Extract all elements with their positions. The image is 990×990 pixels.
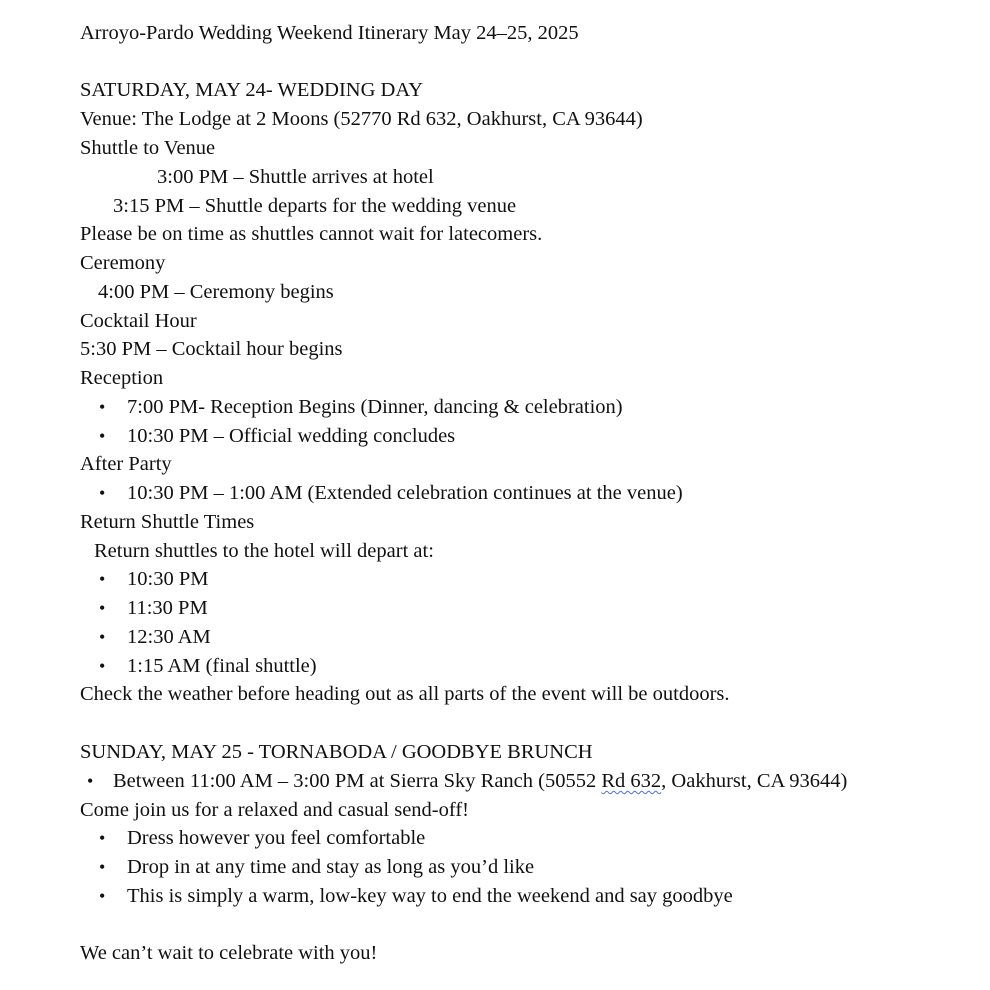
list-item: 7:00 PM- Reception Begins (Dinner, dancing & celebration) (127, 396, 623, 418)
venue-line: Venue: The Lodge at 2 Moons (52770 Rd 632, Oakhurst, CA 93644) (80, 108, 643, 130)
cocktail-heading: Cocktail Hour (80, 310, 197, 332)
bullet-icon (99, 393, 113, 422)
bullet-icon (99, 882, 113, 911)
ceremony-heading: Ceremony (80, 252, 166, 274)
brunch-prefix: Between 11:00 AM – 3:00 PM at Sierra Sky Ranch (50552 (113, 770, 602, 792)
after-party-heading: After Party (80, 453, 172, 475)
bullet-icon (99, 623, 113, 652)
bullet-icon (99, 824, 113, 853)
bullet-icon (87, 767, 101, 796)
sunday-heading: SUNDAY, MAY 25 - TORNABODA / GOODBYE BRUNCH (80, 741, 593, 763)
bullet-icon (99, 479, 113, 508)
reception-heading: Reception (80, 367, 164, 389)
return-shuttle-heading: Return Shuttle Times (80, 511, 255, 533)
bullet-icon (99, 422, 113, 451)
list-item: Drop in at any time and stay as long as you’d like (127, 856, 535, 878)
saturday-heading: SATURDAY, MAY 24- WEDDING DAY (80, 79, 424, 101)
list-item: Dress however you feel comfortable (127, 827, 426, 849)
list-item: 1:15 AM (final shuttle) (127, 655, 317, 677)
return-shuttle-intro: Return shuttles to the hotel will depart at: (94, 540, 434, 562)
bullet-icon (99, 652, 113, 681)
join-note: Come join us for a relaxed and casual send-off! (80, 799, 469, 821)
shuttle-departs-line: 3:15 PM – Shuttle departs for the wedding venue (113, 195, 517, 217)
bullet-icon (99, 565, 113, 594)
list-item: 12:30 AM (127, 626, 211, 648)
list-item: 11:30 PM (127, 597, 208, 619)
closing-line: We can’t wait to celebrate with you! (80, 942, 378, 964)
list-item: 10:30 PM – Official wedding concludes (127, 425, 456, 447)
bullet-icon (99, 853, 113, 882)
shuttle-heading: Shuttle to Venue (80, 137, 216, 159)
list-item: 10:30 PM – 1:00 AM (Extended celebration continues at the venue) (127, 482, 683, 504)
bullet-icon (99, 594, 113, 623)
ceremony-time: 4:00 PM – Ceremony begins (98, 281, 334, 303)
brunch-suffix: , Oakhurst, CA 93644) (661, 770, 848, 792)
list-item: This is simply a warm, low-key way to end the weekend and say goodbye (127, 885, 733, 907)
shuttle-arrives-line: 3:00 PM – Shuttle arrives at hotel (157, 166, 434, 188)
on-time-note: Please be on time as shuttles cannot wait for latecomers. (80, 223, 543, 245)
weather-note: Check the weather before heading out as all parts of the event will be outdoors. (80, 683, 730, 705)
list-item: 10:30 PM (127, 568, 209, 590)
document-title: Arroyo-Pardo Wedding Weekend Itinerary May 24–25, 2025 (80, 22, 579, 44)
brunch-line (113, 767, 847, 796)
cocktail-time: 5:30 PM – Cocktail hour begins (80, 338, 343, 360)
spellcheck-flagged-word[interactable]: Rd 632 (601, 770, 662, 792)
